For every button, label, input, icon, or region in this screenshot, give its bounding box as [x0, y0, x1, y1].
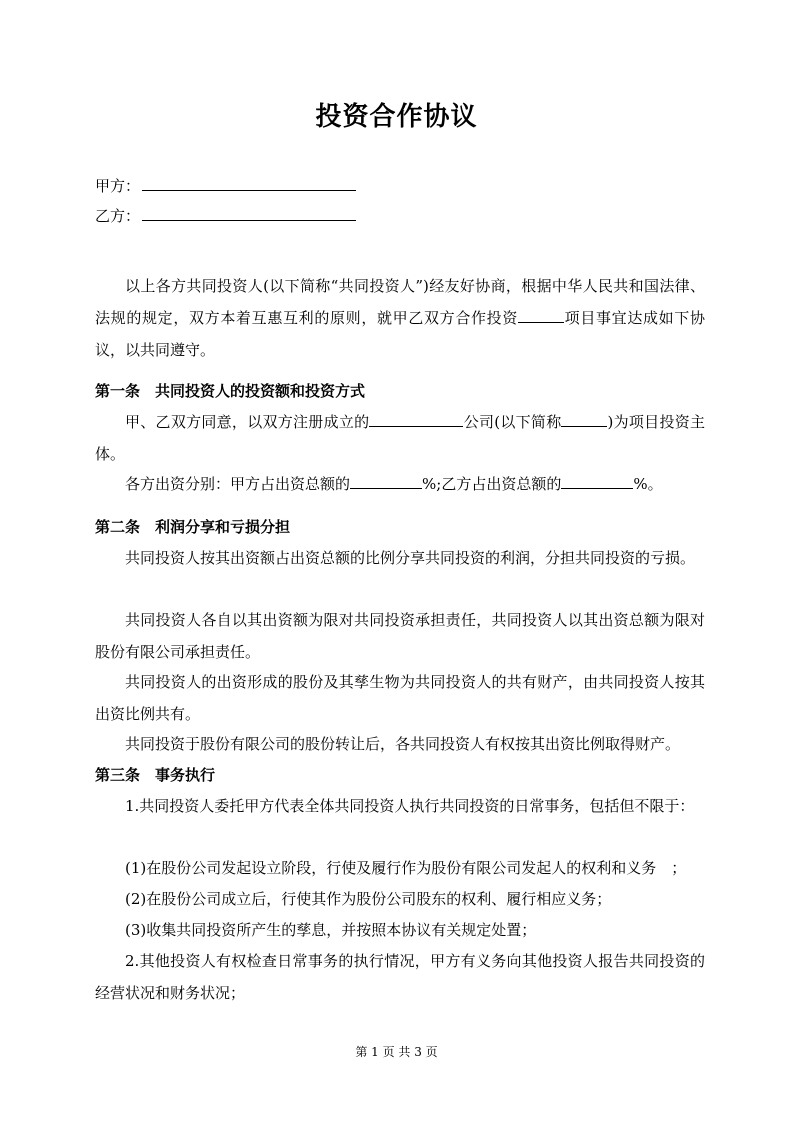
document-title: 投资合作协议	[315, 102, 478, 132]
article-3-item-3: (3)收集共同投资所产生的孳息，并按照本协议有关规定处置；	[125, 921, 537, 939]
article-2-para-2: 共同投资人各自以其出资额为限对共同投资承担责任，共同投资人以其出资总额为限对股份有限公司承担责任。	[95, 611, 705, 661]
article-3-item-1: (1)在股份公司发起设立阶段，行使及履行作为股份有限公司发起人的权利和义务 ；	[125, 859, 687, 877]
party-a-share-blank	[350, 474, 422, 489]
article-1-para-1: 甲、乙双方同意，以双方注册成立的 公司(以下简称 )为项目投资主体。	[95, 413, 705, 463]
short-name-blank	[561, 412, 607, 427]
article-1-heading: 第一条 共同投资人的投资额和投资方式	[95, 382, 366, 400]
party-b-label: 乙方：	[95, 207, 141, 225]
party-b-share-blank	[561, 474, 633, 489]
article-2-heading: 第二条 利润分享和亏损分担	[95, 518, 291, 536]
party-a-blank	[142, 176, 356, 191]
party-b-blank	[142, 206, 356, 221]
article-1-para-2: 各方出资分别：甲方占出资总额的 %;乙方占出资总额的 %。	[125, 475, 663, 493]
page-footer: 第 1 页 共 3 页	[355, 1045, 438, 1059]
article-3-heading: 第三条 事务执行	[95, 766, 216, 784]
article-3-para-1: 1.共同投资人委托甲方代表全体共同投资人执行共同投资的日常事务，包括但不限于：	[125, 797, 695, 815]
party-b-line	[95, 206, 356, 226]
party-a-line	[95, 176, 356, 196]
company-blank	[369, 412, 463, 427]
intro-paragraph: 以上各方共同投资人(以下简称“共同投资人”)经友好协商，根据中华人民共和国法律、法规的规定，双方本着互惠互利的原则，就甲乙双方合作投资 项目事宜达成如下协议，以共同遵守。	[95, 277, 705, 359]
article-2-para-4: 共同投资于股份有限公司的股份转让后，各共同投资人有权按其出资比例取得财产。	[125, 735, 681, 753]
article-3-para-2: 2.其他投资人有权检查日常事务的执行情况，甲方有义务向其他投资人报告共同投资的经营状况和财务状况；	[95, 952, 705, 1002]
party-a-label: 甲方：	[95, 177, 141, 195]
project-blank	[518, 308, 564, 323]
article-2-para-1: 共同投资人按其出资额占出资总额的比例分享共同投资的利润，分担共同投资的亏损。	[125, 549, 696, 567]
article-3-item-2: (2)在股份公司成立后，行使其作为股份公司股东的权利、履行相应义务；	[125, 890, 612, 908]
article-2-para-3: 共同投资人的出资形成的股份及其孳生物为共同投资人的共有财产，由共同投资人按其出资比例共有。	[95, 673, 705, 723]
